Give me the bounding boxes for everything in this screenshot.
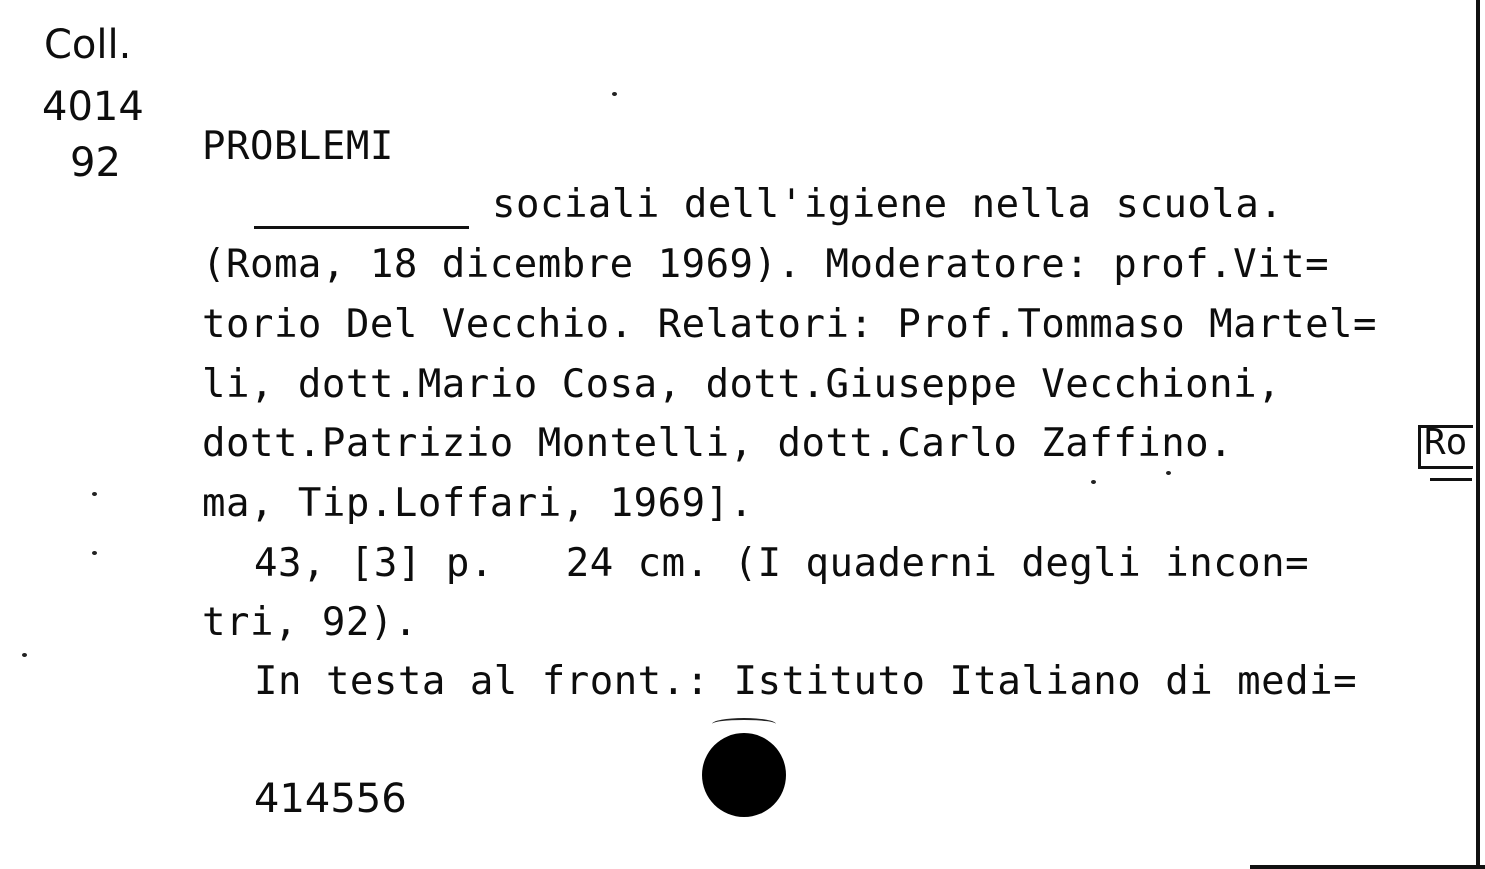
body-line-9: In testa al front.: Istituto Italiano di medi= xyxy=(254,659,1358,704)
body-line-2: (Roma, 18 dicembre 1969). Moderatore: prof.Vit= xyxy=(202,242,1330,287)
body-line-8: tri, 92). xyxy=(202,600,418,645)
body-line-7: 43, [3] p. 24 cm. (I quaderni degli incon= xyxy=(254,541,1310,586)
body-line-5: dott.Patrizio Montelli, dott.Carlo Zaffino. xyxy=(202,421,1234,466)
ink-speck xyxy=(1166,471,1171,475)
bracket-underline xyxy=(1430,478,1472,481)
body-line-4: li, dott.Mario Cosa, dott.Giuseppe Vecchioni, xyxy=(202,362,1282,407)
accession-number: 414556 xyxy=(254,776,407,822)
punch-hole-rim xyxy=(712,718,776,730)
call-number-collection: Coll. xyxy=(44,22,132,68)
heading-title: PROBLEMI xyxy=(202,124,394,169)
call-number-series: 4014 xyxy=(42,84,144,130)
card-bottom-edge xyxy=(1250,865,1485,869)
ink-speck xyxy=(22,653,27,657)
call-number-volume: 92 xyxy=(70,140,121,186)
ink-speck xyxy=(92,551,97,555)
card-right-edge xyxy=(1476,0,1480,869)
body-line-6: ma, Tip.Loffari, 1969]. xyxy=(202,481,754,526)
punch-hole xyxy=(702,733,786,817)
bracket-fragment: Ro xyxy=(1424,422,1468,463)
body-line-1: sociali dell'igiene nella scuola. xyxy=(492,182,1284,227)
body-line-3: torio Del Vecchio. Relatori: Prof.Tommaso Martel= xyxy=(202,302,1378,347)
ink-speck xyxy=(92,492,97,496)
ink-speck xyxy=(1091,480,1096,484)
heading-dash-rule xyxy=(254,226,469,229)
ink-speck xyxy=(612,92,617,96)
